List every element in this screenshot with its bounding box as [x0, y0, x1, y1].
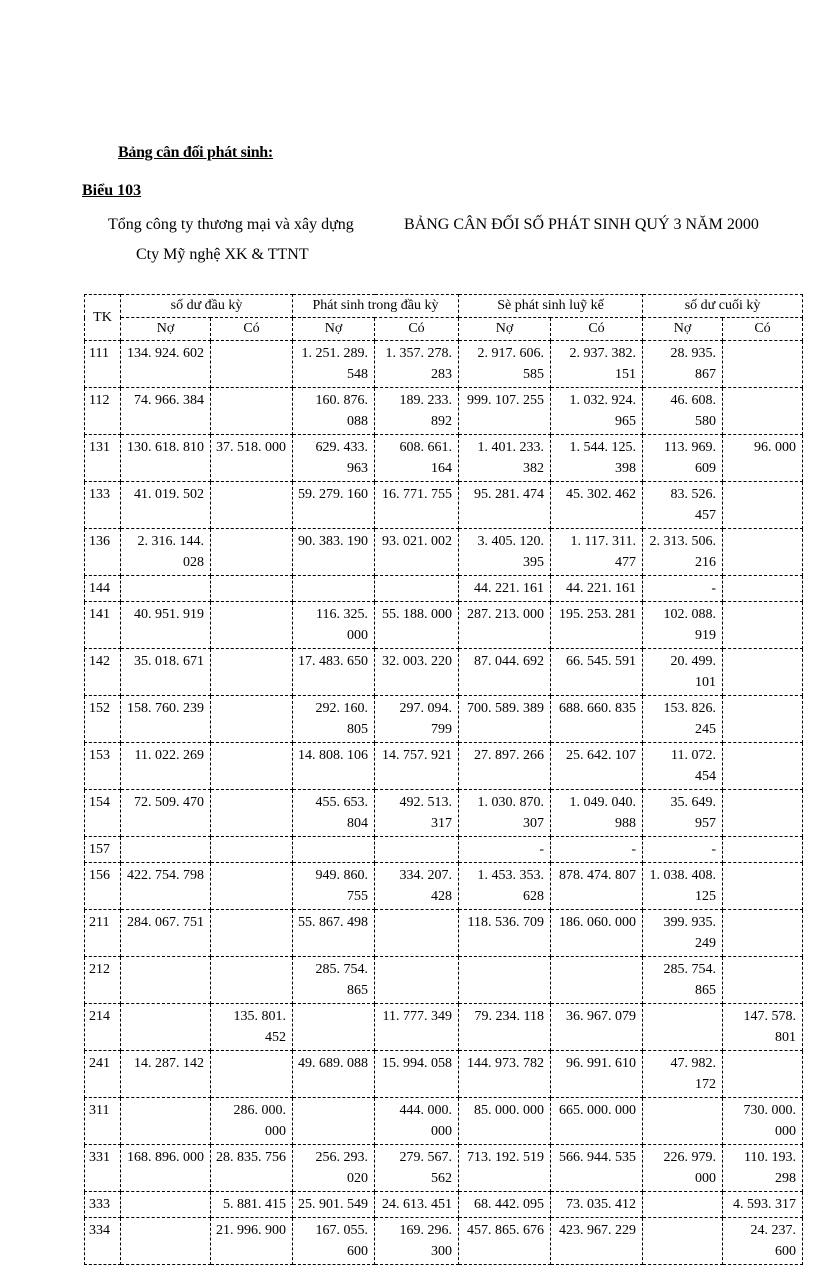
amount-cell: [211, 529, 293, 576]
amount-cell: 629. 433. 963: [293, 435, 375, 482]
tk-header: TK: [85, 295, 121, 341]
amount-cell: [211, 388, 293, 435]
table-row: [85, 863, 803, 910]
amount-cell: 73. 035. 412: [551, 1192, 643, 1218]
amount-cell: 46. 608. 580: [643, 388, 723, 435]
sub-header-credit: Có: [723, 318, 803, 341]
amount-cell: 158. 760. 239: [121, 696, 211, 743]
amount-cell: 83. 526. 457: [643, 482, 723, 529]
amount-cell: 688. 660. 835: [551, 696, 643, 743]
amount-cell: 17. 483. 650: [293, 649, 375, 696]
table-row: [85, 1192, 803, 1218]
amount-cell: [211, 790, 293, 837]
amount-cell: 949. 860. 755: [293, 863, 375, 910]
amount-cell: 66. 545. 591: [551, 649, 643, 696]
amount-cell: [211, 863, 293, 910]
account-code: 241: [85, 1051, 121, 1098]
amount-cell: 15. 994. 058: [375, 1051, 459, 1098]
amount-cell: -: [643, 576, 723, 602]
amount-cell: 287. 213. 000: [459, 602, 551, 649]
amount-cell: [723, 1051, 803, 1098]
amount-cell: 665. 000. 000: [551, 1098, 643, 1145]
amount-cell: [211, 837, 293, 863]
amount-cell: [293, 1004, 375, 1051]
table-row: [85, 910, 803, 957]
amount-cell: 1. 453. 353. 628: [459, 863, 551, 910]
amount-cell: [551, 957, 643, 1004]
account-code: 211: [85, 910, 121, 957]
amount-cell: 55. 188. 000: [375, 602, 459, 649]
amount-cell: [723, 957, 803, 1004]
section-heading: Bảng cân đối phát sinh:: [118, 144, 273, 161]
amount-cell: [723, 576, 803, 602]
amount-cell: 189. 233. 892: [375, 388, 459, 435]
amount-line: 2. 313. 506.: [649, 534, 717, 549]
amount-cell: 134. 924. 602: [121, 341, 211, 388]
amount-cell: 2. 917. 606. 585: [459, 341, 551, 388]
amount-cell: 608. 661. 164: [375, 435, 459, 482]
amount-cell: 93. 021. 002: [375, 529, 459, 576]
account-code: 111: [85, 341, 121, 388]
amount-cell: [121, 957, 211, 1004]
amount-cell: 878. 474. 807: [551, 863, 643, 910]
sub-header-debit: Nợ: [121, 318, 211, 341]
account-code: 136: [85, 529, 121, 576]
amount-cell: 334. 207. 428: [375, 863, 459, 910]
balance-table: [84, 294, 803, 1265]
amount-cell: 79. 234. 118: [459, 1004, 551, 1051]
form-number: Biểu 103: [82, 182, 142, 199]
sub-header-credit: Có: [211, 318, 293, 341]
table-row: [85, 790, 803, 837]
amount-cell: 28. 935. 867: [643, 341, 723, 388]
amount-cell: 68. 442. 095: [459, 1192, 551, 1218]
amount-cell: 28. 835. 756: [211, 1145, 293, 1192]
amount-cell: [643, 863, 723, 910]
amount-cell: [723, 837, 803, 863]
amount-cell: 55. 867. 498: [293, 910, 375, 957]
amount-cell: 14. 757. 921: [375, 743, 459, 790]
sub-header-debit: Nợ: [293, 318, 375, 341]
amount-cell: 116. 325. 000: [293, 602, 375, 649]
amount-cell: 11. 777. 349: [375, 1004, 459, 1051]
amount-cell: 35. 018. 671: [121, 649, 211, 696]
amount-cell: 169. 296. 300: [375, 1218, 459, 1265]
amount-cell: 422. 754. 798: [121, 863, 211, 910]
amount-cell: [211, 743, 293, 790]
amount-cell: [121, 837, 211, 863]
amount-cell: 87. 044. 692: [459, 649, 551, 696]
amount-cell: [211, 696, 293, 743]
amount-cell: 85. 000. 000: [459, 1098, 551, 1145]
account-code: 131: [85, 435, 121, 482]
amount-cell: 284. 067. 751: [121, 910, 211, 957]
account-code: 154: [85, 790, 121, 837]
amount-cell: 11. 022. 269: [121, 743, 211, 790]
account-code: 156: [85, 863, 121, 910]
amount-cell: [293, 576, 375, 602]
amount-cell: 1. 544. 125. 398: [551, 435, 643, 482]
amount-cell: 1. 401. 233. 382: [459, 435, 551, 482]
amount-cell: [375, 341, 459, 388]
amount-cell: [723, 863, 803, 910]
table-row: [85, 1004, 803, 1051]
amount-cell: [121, 1218, 211, 1265]
amount-cell: 999. 107. 255: [459, 388, 551, 435]
amount-cell: 40. 951. 919: [121, 602, 211, 649]
amount-cell: [293, 341, 375, 388]
account-code: 153: [85, 743, 121, 790]
amount-cell: [723, 649, 803, 696]
amount-cell: [643, 529, 723, 576]
table-row: [85, 957, 803, 1004]
account-code: 144: [85, 576, 121, 602]
amount-cell: 47. 982. 172: [643, 1051, 723, 1098]
amount-cell: 5. 881. 415: [211, 1192, 293, 1218]
amount-cell: 14. 287. 142: [121, 1051, 211, 1098]
amount-cell: 41. 019. 502: [121, 482, 211, 529]
account-code: 157: [85, 837, 121, 863]
amount-cell: 160. 876. 088: [293, 388, 375, 435]
amount-line: 125: [695, 889, 717, 904]
amount-cell: [211, 602, 293, 649]
table-row: [85, 1098, 803, 1145]
table-row: [85, 696, 803, 743]
account-code: 152: [85, 696, 121, 743]
amount-cell: 1. 117. 311. 477: [551, 529, 643, 576]
company-name-line1: Tổng công ty thương mại và xây dựng: [108, 216, 354, 233]
amount-cell: 492. 513. 317: [375, 790, 459, 837]
amount-cell: [121, 1192, 211, 1218]
table-row: [85, 529, 803, 576]
amount-cell: 21. 996. 900: [211, 1218, 293, 1265]
amount-cell: 2. 316. 144. 028: [121, 529, 211, 576]
table-row: [85, 602, 803, 649]
amount-line: 1. 251. 289.: [301, 346, 368, 361]
amount-cell: 195. 253. 281: [551, 602, 643, 649]
amount-line: 283: [431, 367, 452, 382]
amount-cell: 186. 060. 000: [551, 910, 643, 957]
amount-cell: 3. 405. 120. 395: [459, 529, 551, 576]
sub-header-debit: Nợ: [643, 318, 723, 341]
amount-cell: 24. 237. 600: [723, 1218, 803, 1265]
account-code: 112: [85, 388, 121, 435]
amount-cell: [643, 1218, 723, 1265]
amount-line: 1. 038. 408.: [649, 868, 717, 883]
amount-cell: 1. 049. 040. 988: [551, 790, 643, 837]
amount-cell: 59. 279. 160: [293, 482, 375, 529]
amount-cell: [211, 910, 293, 957]
amount-cell: 95. 281. 474: [459, 482, 551, 529]
table-row: [85, 435, 803, 482]
amount-cell: [211, 482, 293, 529]
amount-cell: 14. 808. 106: [293, 743, 375, 790]
amount-cell: 700. 589. 389: [459, 696, 551, 743]
amount-cell: [375, 837, 459, 863]
amount-cell: 285. 754. 865: [293, 957, 375, 1004]
amount-cell: 72. 509. 470: [121, 790, 211, 837]
amount-cell: [121, 1098, 211, 1145]
group-header-closing: số dư cuối kỳ: [643, 295, 803, 318]
amount-cell: [121, 576, 211, 602]
amount-cell: 44. 221. 161: [551, 576, 643, 602]
account-code: 311: [85, 1098, 121, 1145]
amount-cell: [375, 576, 459, 602]
table-row: [85, 576, 803, 602]
amount-cell: 455. 653. 804: [293, 790, 375, 837]
amount-cell: [723, 602, 803, 649]
amount-cell: 25. 901. 549: [293, 1192, 375, 1218]
amount-cell: 297. 094. 799: [375, 696, 459, 743]
amount-cell: 25. 642. 107: [551, 743, 643, 790]
amount-cell: 713. 192. 519: [459, 1145, 551, 1192]
amount-cell: 118. 536. 709: [459, 910, 551, 957]
amount-cell: -: [551, 837, 643, 863]
account-code: 214: [85, 1004, 121, 1051]
amount-cell: [375, 910, 459, 957]
table-body: [85, 341, 803, 1265]
amount-cell: [723, 482, 803, 529]
amount-cell: 110. 193. 298: [723, 1145, 803, 1192]
amount-cell: 279. 567. 562: [375, 1145, 459, 1192]
amount-cell: 566. 944. 535: [551, 1145, 643, 1192]
amount-cell: 730. 000. 000: [723, 1098, 803, 1145]
account-code: 133: [85, 482, 121, 529]
amount-cell: 36. 967. 079: [551, 1004, 643, 1051]
sub-header-credit: Có: [551, 318, 643, 341]
amount-cell: 16. 771. 755: [375, 482, 459, 529]
amount-cell: [723, 529, 803, 576]
amount-cell: [723, 341, 803, 388]
amount-cell: [643, 1004, 723, 1051]
amount-cell: 27. 897. 266: [459, 743, 551, 790]
amount-cell: 74. 966. 384: [121, 388, 211, 435]
document-title: BẢNG CÂN ĐỐI SỐ PHÁT SINH QUÝ 3 NĂM 2000: [404, 216, 759, 233]
amount-cell: 147. 578. 801: [723, 1004, 803, 1051]
amount-cell: [723, 743, 803, 790]
table-row: [85, 1145, 803, 1192]
amount-cell: -: [643, 837, 723, 863]
table-row: [85, 482, 803, 529]
amount-cell: 226. 979. 000: [643, 1145, 723, 1192]
account-code: 141: [85, 602, 121, 649]
table-row: [85, 1051, 803, 1098]
amount-cell: 20. 499. 101: [643, 649, 723, 696]
amount-cell: 11. 072. 454: [643, 743, 723, 790]
amount-cell: 90. 383. 190: [293, 529, 375, 576]
amount-cell: 285. 754. 865: [643, 957, 723, 1004]
amount-cell: 135. 801. 452: [211, 1004, 293, 1051]
amount-cell: [211, 957, 293, 1004]
amount-cell: 1. 030. 870. 307: [459, 790, 551, 837]
amount-cell: -: [459, 837, 551, 863]
table-row: [85, 388, 803, 435]
amount-cell: 292. 160. 805: [293, 696, 375, 743]
amount-cell: 49. 689. 088: [293, 1051, 375, 1098]
amount-cell: [643, 1098, 723, 1145]
amount-cell: [293, 1098, 375, 1145]
table-row: [85, 1218, 803, 1265]
amount-cell: [459, 957, 551, 1004]
account-code: 334: [85, 1218, 121, 1265]
table-row: [85, 743, 803, 790]
amount-cell: [723, 790, 803, 837]
amount-cell: [211, 1051, 293, 1098]
amount-line: 548: [347, 367, 368, 382]
amount-cell: 96. 000: [723, 435, 803, 482]
sub-header-debit: Nợ: [459, 318, 551, 341]
amount-cell: 102. 088. 919: [643, 602, 723, 649]
company-name-line2: Cty Mỹ nghệ XK & TTNT: [136, 246, 309, 263]
amount-cell: [643, 1192, 723, 1218]
amount-cell: 24. 613. 451: [375, 1192, 459, 1218]
group-header-cumulative: Sè phát sinh luỹ kế: [459, 295, 643, 318]
amount-cell: 286. 000. 000: [211, 1098, 293, 1145]
amount-cell: [121, 1004, 211, 1051]
amount-cell: 423. 967. 229: [551, 1218, 643, 1265]
amount-cell: [723, 388, 803, 435]
group-header-period: Phát sinh trong đầu kỳ: [293, 295, 459, 318]
amount-cell: 37. 518. 000: [211, 435, 293, 482]
amount-cell: 1. 032. 924. 965: [551, 388, 643, 435]
sub-header-credit: Có: [375, 318, 459, 341]
amount-cell: [723, 910, 803, 957]
amount-cell: 45. 302. 462: [551, 482, 643, 529]
amount-cell: 113. 969. 609: [643, 435, 723, 482]
amount-cell: [723, 696, 803, 743]
amount-cell: 399. 935. 249: [643, 910, 723, 957]
amount-cell: [293, 837, 375, 863]
amount-cell: [375, 957, 459, 1004]
amount-cell: [211, 576, 293, 602]
account-code: 333: [85, 1192, 121, 1218]
account-code: 142: [85, 649, 121, 696]
table-row: [85, 649, 803, 696]
amount-cell: [211, 341, 293, 388]
amount-cell: 256. 293. 020: [293, 1145, 375, 1192]
amount-cell: 168. 896. 000: [121, 1145, 211, 1192]
amount-cell: 167. 055. 600: [293, 1218, 375, 1265]
account-code: 331: [85, 1145, 121, 1192]
amount-cell: 444. 000. 000: [375, 1098, 459, 1145]
amount-line: 216: [695, 555, 717, 570]
amount-cell: 4. 593. 317: [723, 1192, 803, 1218]
amount-cell: 2. 937. 382. 151: [551, 341, 643, 388]
table-row: [85, 341, 803, 388]
amount-cell: [211, 649, 293, 696]
amount-cell: 35. 649. 957: [643, 790, 723, 837]
account-code: 212: [85, 957, 121, 1004]
amount-cell: 457. 865. 676: [459, 1218, 551, 1265]
amount-line: 1. 357. 278.: [385, 346, 452, 361]
amount-cell: 44. 221. 161: [459, 576, 551, 602]
amount-cell: 144. 973. 782: [459, 1051, 551, 1098]
amount-cell: 153. 826. 245: [643, 696, 723, 743]
amount-cell: 32. 003. 220: [375, 649, 459, 696]
group-header-opening: số dư đầu kỳ: [121, 295, 293, 318]
table-row: [85, 837, 803, 863]
amount-cell: 130. 618. 810: [121, 435, 211, 482]
amount-cell: 96. 991. 610: [551, 1051, 643, 1098]
